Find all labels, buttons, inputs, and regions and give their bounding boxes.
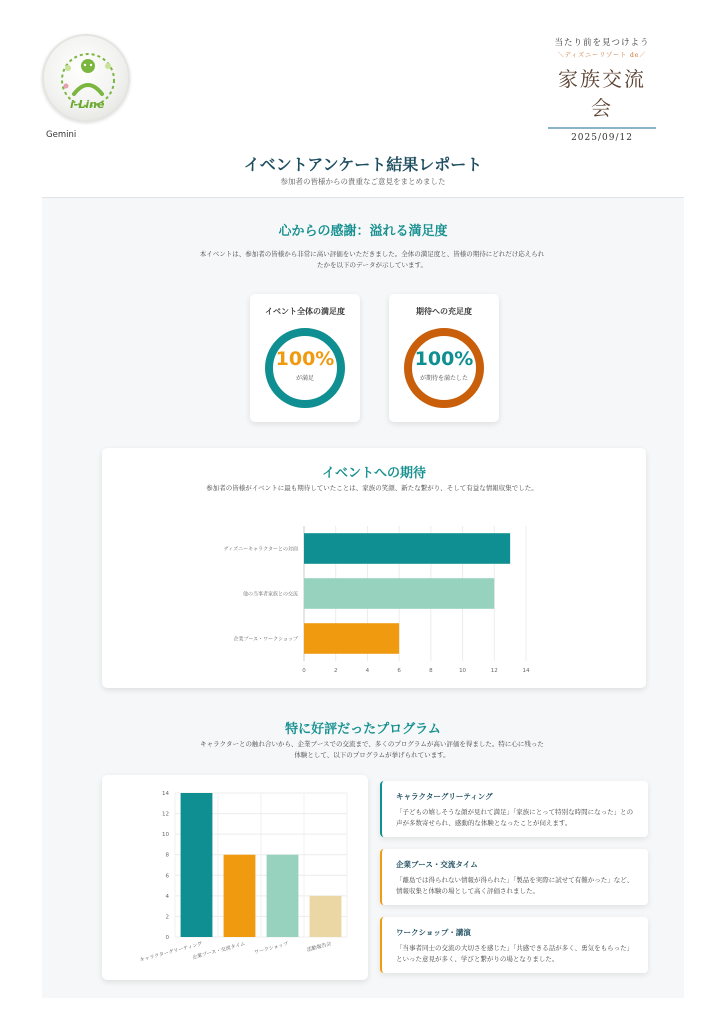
- event-title: 家族交流会: [558, 67, 646, 120]
- report-title: イベントアンケート結果レポート: [243, 155, 483, 174]
- expectation-chart-card: [102, 448, 646, 688]
- x-tick-label: 10: [459, 668, 467, 674]
- y-tick-label: 6: [165, 873, 169, 880]
- gauge-label: が満足: [295, 375, 314, 382]
- bar: [310, 896, 342, 937]
- x-tick-label: 4: [365, 668, 370, 674]
- bar: [304, 578, 494, 609]
- gauge-title: イベント全体の満足度: [265, 307, 345, 316]
- gemini-label: Gemini: [46, 130, 77, 140]
- bar: [224, 855, 256, 937]
- expectation-chart-desc: 参加者の皆様がイベントに最も期待していたことは、家族の笑顔、新たな繋がり、そして有益な情報収集でした。: [206, 484, 538, 492]
- program-card: [380, 849, 648, 905]
- program-desc: 「離島では得られない情報が得られた」「製品を実際に試せて有難かった」など、情報収集と体験の場として高く評価されました。: [396, 876, 634, 895]
- event-header: [552, 36, 652, 143]
- report-subtitle: 参加者の皆様からの貴重なご意見をまとめました: [280, 177, 446, 186]
- section-programs-desc: キャラクターとの触れ合いから、企業ブースでの交流まで、多くのプログラムが高い評価を得ました。特に心に残った体験として、以下のプログラムが挙げられています。: [200, 740, 544, 759]
- event-divider: [548, 127, 656, 129]
- section-satisfaction-desc: 本イベントは、参加者の皆様から非常に高い評価をいただきました。全体の満足度と、皆様の期待にどれだけ応えられたかを以下のデータが示しています。: [199, 250, 545, 269]
- category-label: ディズニーキャラクターとの対面: [223, 546, 298, 553]
- event-subtitle: 当たり前を見つけよう: [554, 38, 650, 48]
- gauge-ring: [265, 328, 345, 408]
- x-tick-label: 12: [490, 668, 498, 674]
- bar: [304, 533, 510, 564]
- program-chart-card: [102, 775, 368, 980]
- x-tick-label: 8: [429, 668, 433, 674]
- event-subtitle-venue: ＼ディズニーリゾート de／: [557, 52, 647, 59]
- section-satisfaction-title: 心からの感謝：溢れる満足度: [278, 224, 448, 239]
- gauge-card-satisfaction: [250, 294, 360, 422]
- y-tick-label: 14: [162, 791, 169, 797]
- logo-seal: [42, 34, 130, 122]
- category-label: ワークショップ: [253, 941, 290, 956]
- expectation-bar-chart: [102, 448, 646, 688]
- x-tick-label: 6: [397, 668, 401, 674]
- category-label: 活動報告会: [306, 941, 333, 954]
- report-content: [42, 198, 684, 998]
- program-card: [380, 917, 648, 973]
- x-tick-label: 0: [302, 668, 306, 674]
- gauge-ring: [404, 328, 484, 408]
- y-tick-label: 10: [162, 832, 169, 839]
- program-title: キャラクターグリーティング: [396, 792, 493, 801]
- section-programs-title: 特に好評だったプログラム: [285, 722, 441, 737]
- y-tick-label: 8: [165, 852, 169, 859]
- i-line-logo: [42, 34, 134, 126]
- bar: [267, 855, 299, 937]
- gauge-label: が期待を満たした: [419, 375, 468, 382]
- category-label: 企業ブース・ワークショップ: [233, 636, 298, 643]
- logo-text: i-Line: [70, 98, 105, 111]
- y-tick-label: 2: [165, 914, 169, 921]
- y-tick-label: 12: [162, 811, 169, 818]
- program-desc: 「当事者同士の交流の大切さを感じた」「共感できる話が多く、勇気をもらった」といった意見が多く、学びと繋がりの場となりました。: [396, 944, 634, 963]
- event-date: 2025/09/12: [571, 133, 633, 143]
- category-label: キャラクターグリーティング: [139, 941, 204, 964]
- category-label: 他の当事者家族との交流: [242, 591, 298, 598]
- program-card: [380, 781, 648, 837]
- program-title: ワークショップ・講演: [396, 928, 471, 937]
- program-title: 企業ブース・交流タイム: [396, 860, 478, 869]
- bar: [304, 623, 399, 654]
- x-tick-label: 2: [333, 668, 338, 674]
- gauge-value: 100%: [414, 348, 474, 370]
- y-tick-label: 4: [165, 893, 169, 900]
- gauge-card-expectation: [389, 294, 499, 422]
- y-tick-label: 0: [165, 935, 169, 941]
- category-label: 企業ブース・交流タイム: [191, 941, 247, 962]
- gauge-title: 期待への充足度: [416, 307, 472, 316]
- gauge-value: 100%: [275, 348, 335, 370]
- x-tick-label: 14: [522, 668, 530, 674]
- bar: [181, 793, 213, 937]
- program-desc: 「子どもの嬉しそうな顔が見れて満足」「家族にとって特別な時間になった」との声が多数寄せられ、感動的な体験となったことが伺えます。: [396, 808, 634, 827]
- program-bar-chart: [102, 775, 368, 980]
- expectation-chart-title: イベントへの期待: [321, 466, 426, 481]
